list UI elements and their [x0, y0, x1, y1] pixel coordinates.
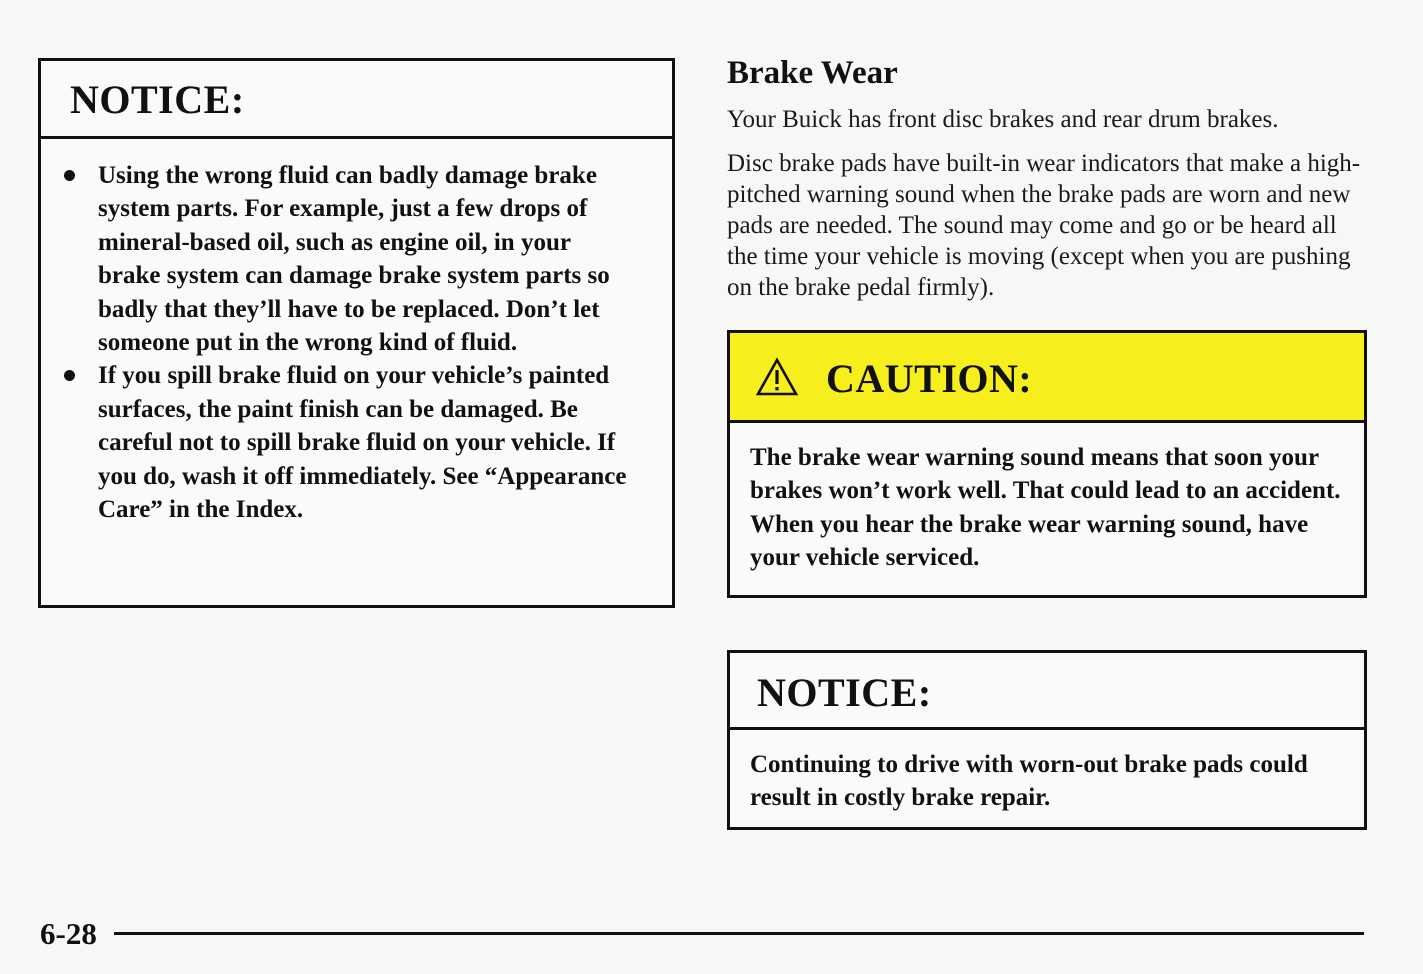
- warning-triangle-icon: [756, 357, 798, 397]
- page-number: 6-28: [40, 916, 97, 951]
- caution-header: [730, 333, 1364, 423]
- brake-wear-paragraph-2: Disc brake pads have built-in wear indicators that make a high-pitched warning sound when the brake pads are worn and new pads are needed. The sound may come and go or be heard all the time your vehicle is moving (except when you are pushing on the brake pedal firmly).: [727, 150, 1361, 301]
- notice-bullet-text: Using the wrong fluid can badly damage brake system parts. For example, just a few drops of mineral-based oil, such as engine oil, in your brake system can damage brake system parts so badly that they’ll have to be replaced. Don’t let someone put in the wrong kind of fluid.: [98, 162, 610, 357]
- notice-bullet-text: If you spill brake fluid on your vehicle’s painted surfaces, the paint finish can be damaged. Be careful not to spill brake fluid on your vehicle. If you do, wash it off immediately. See “Appearance Care” in the Index.: [98, 362, 627, 524]
- notice-text: Continuing to drive with worn-out brake pads could result in costly brake repair.: [750, 751, 1308, 812]
- caution-text: The brake wear warning sound means that soon your brakes won’t work well. That could lead to an accident. When you hear the brake wear warning sound, have your vehicle serviced.: [750, 444, 1341, 572]
- footer-divider: [114, 932, 1364, 935]
- notice-box-brake-pads: [727, 650, 1367, 830]
- section-heading-brake-wear: Brake Wear: [727, 55, 898, 91]
- notice-box-fluid: [38, 58, 675, 608]
- notice-header: [41, 61, 672, 139]
- notice-bullet-item: [61, 159, 628, 359]
- bullet-icon: [64, 170, 75, 181]
- notice-body: [41, 139, 672, 526]
- notice-title: NOTICE:: [757, 670, 932, 715]
- notice-bullet-item: [61, 359, 628, 526]
- notice-header: [730, 653, 1364, 730]
- caution-box: [727, 330, 1367, 598]
- notice-title: NOTICE:: [70, 77, 245, 122]
- brake-wear-paragraph-1: Your Buick has front disc brakes and rear drum brakes.: [727, 106, 1279, 133]
- bullet-icon: [64, 370, 75, 381]
- notice-bullet-list: [61, 159, 652, 526]
- caution-title: CAUTION:: [826, 356, 1033, 401]
